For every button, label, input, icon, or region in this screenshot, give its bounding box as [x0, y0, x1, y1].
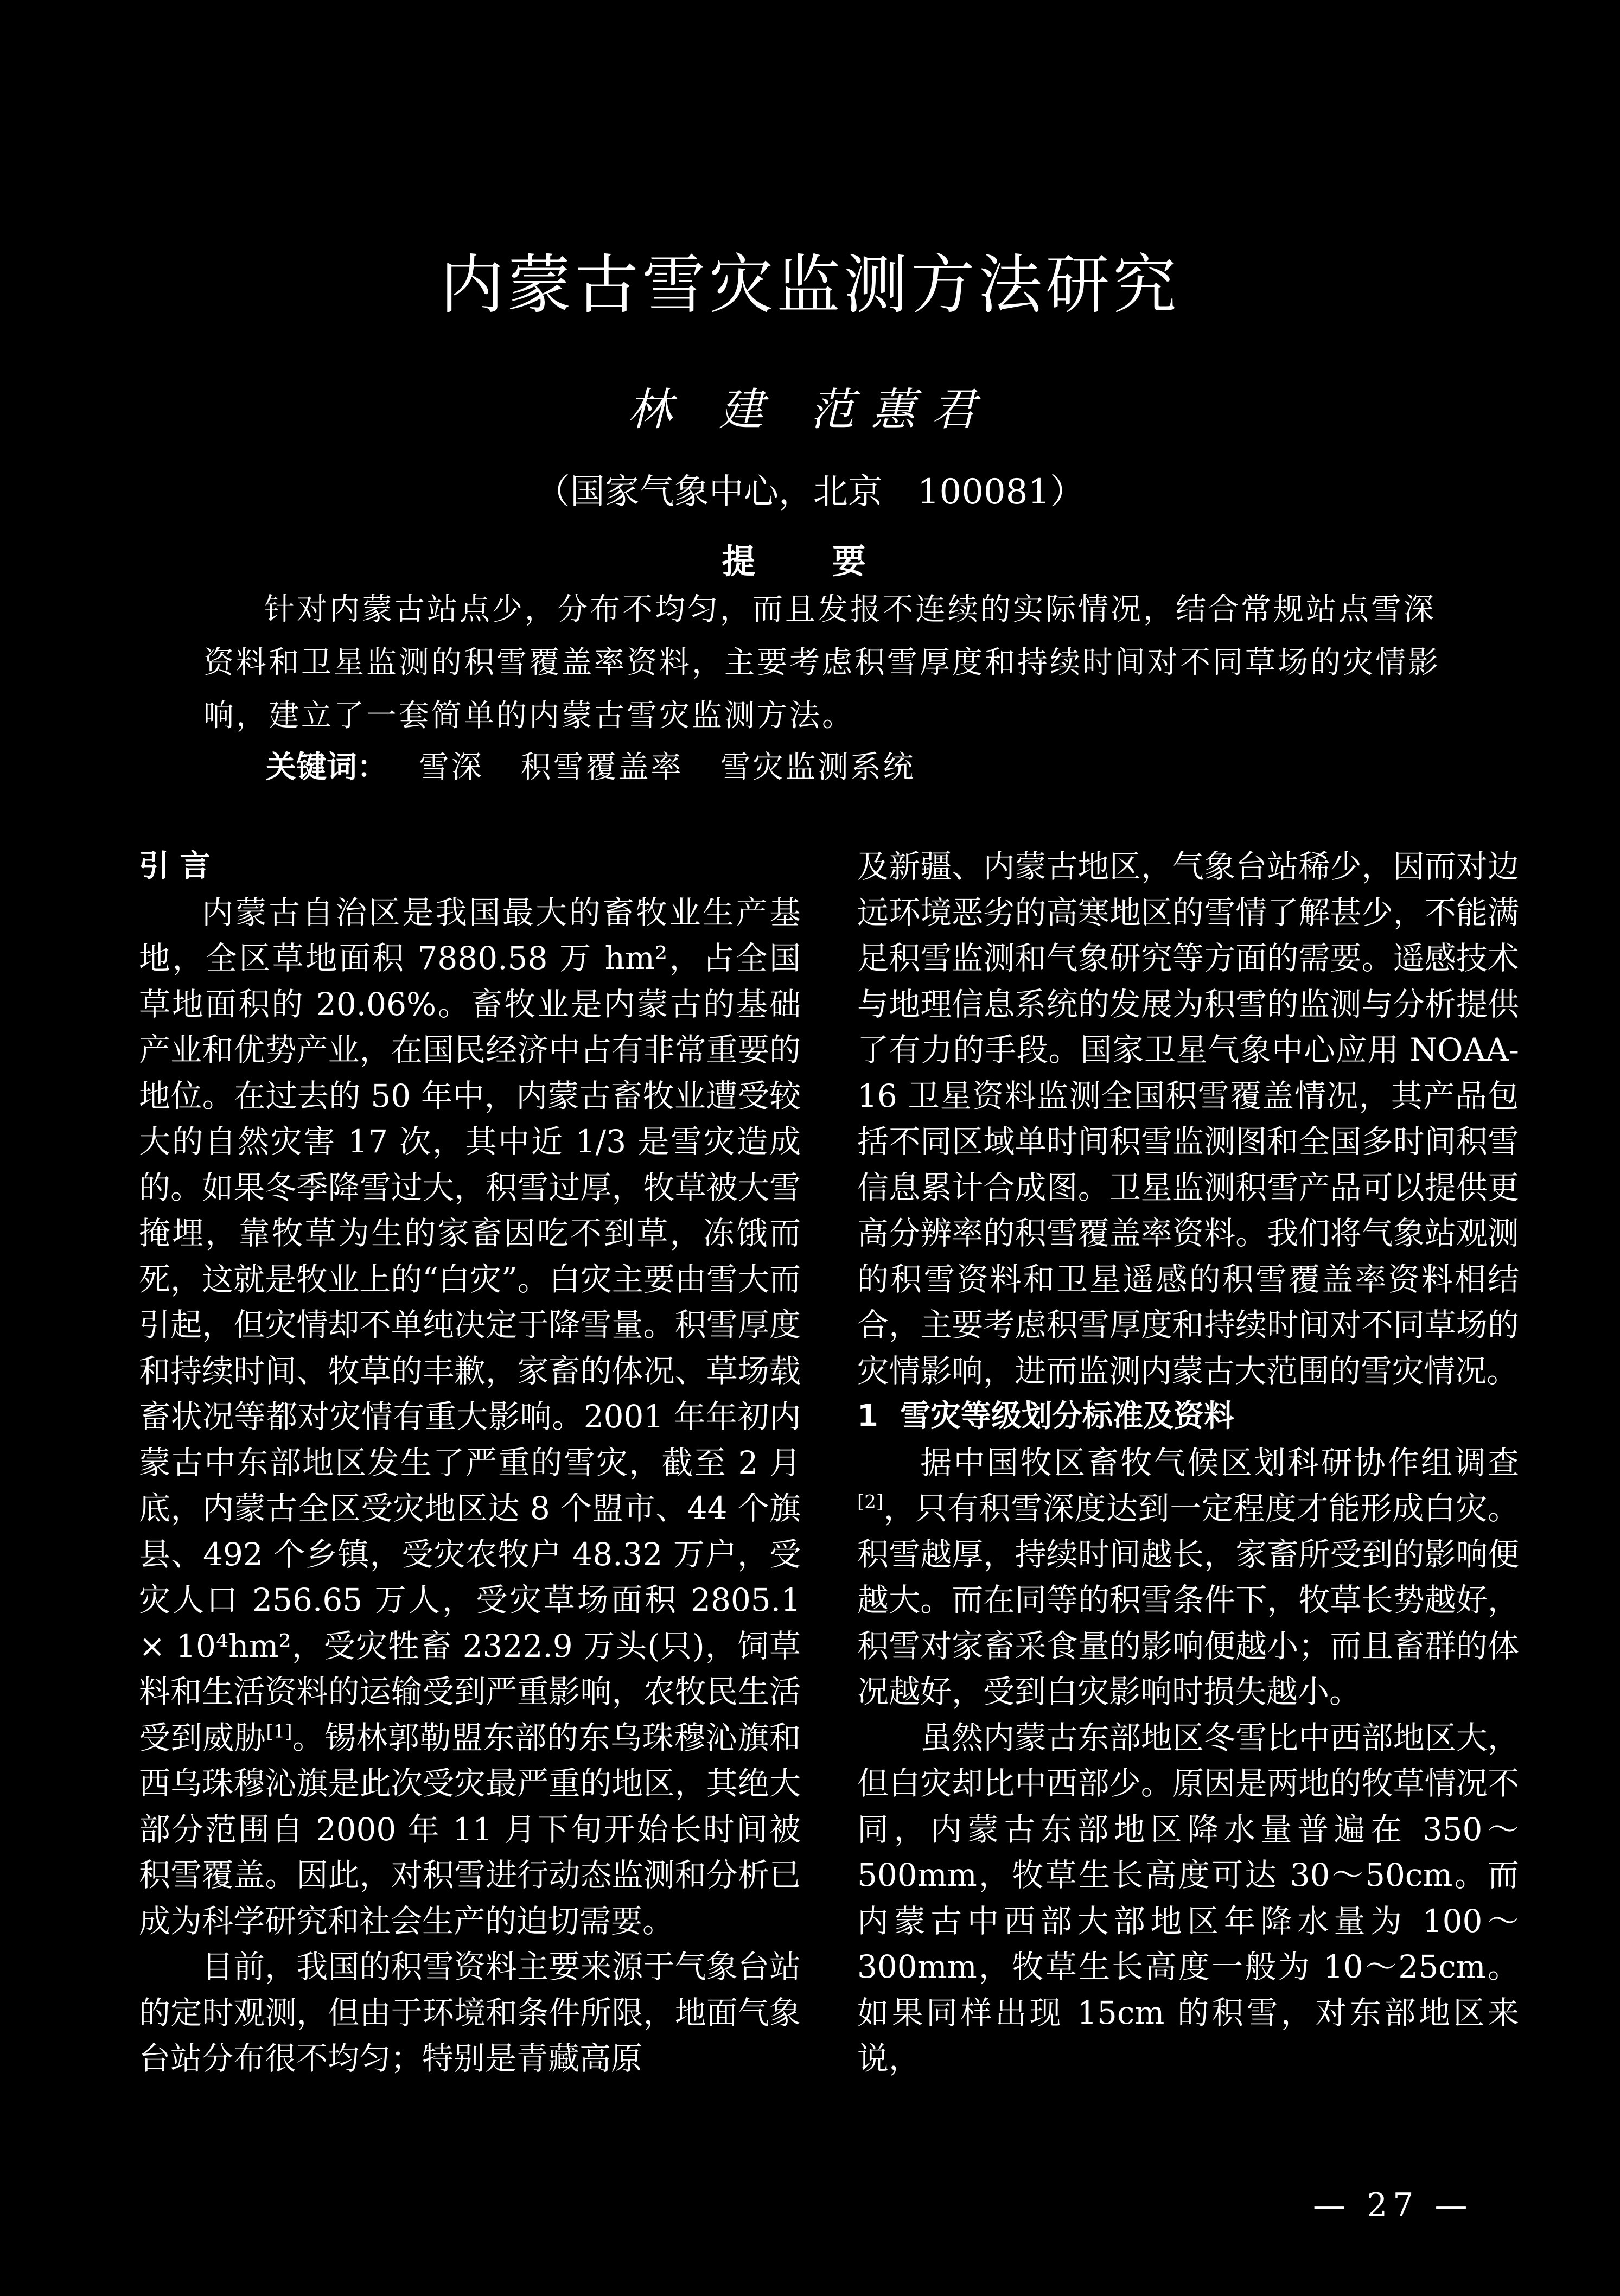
intro-paragraph-2: 目前，我国的积雪资料主要来源于气象台站的定时观测，但由于环境和条件所限，地面气象台站分布很不均匀；特别是青藏高原	[139, 1948, 801, 2077]
intro-heading: 引 言	[139, 849, 211, 884]
affiliation: （国家气象中心，北京 100081）	[535, 472, 1085, 512]
intro-paragraph-2-continued: 及新疆、内蒙古地区，气象台站稀少，因而对边远环境恶劣的高寒地区的雪情了解甚少，不能满足积雪监测和气象研究等方面的需要。遥感技术与地理信息系统的发展为积雪的监测与分析提供了有力的手段。国家卫星气象中心应用 NOAA-16 卫星资料监测全国积雪覆盖情况，其产品包括不同区域单时间积雪监测图和全国多时间积雪信息累计合成图。卫星监测积雪产品可以提供更高分辨率的积雪覆盖率资料。我们将气象站观测的积雪资料和卫星遥感的积雪覆盖率资料相结合，主要考虑积雪厚度和持续时间对不同草场的灾情影响，进而监测内蒙古大范围的雪灾情况。	[857, 848, 1519, 1389]
authors: 林 建 范蕙君	[627, 384, 993, 436]
citation-ref[interactable]: [2]	[857, 1491, 884, 1513]
abstract-text: 针对内蒙古站点少，分布不均匀，而且发报不连续的实际情况，结合常规站点雪深资料和卫星监测的积雪覆盖率资料，主要考虑积雪厚度和持续时间对不同草场的灾情影响，建立了一套简单的内蒙古雪灾监测方法。	[203, 592, 1440, 734]
keyword-item: 雪深	[418, 750, 484, 785]
citation-ref[interactable]: [1]	[266, 1720, 292, 1743]
page-number: — 27 —	[1313, 2186, 1473, 2224]
abstract-heading: 提 要	[722, 541, 898, 581]
keyword-item: 积雪覆盖率	[520, 750, 684, 785]
section-1-paragraph-1: 据中国牧区畜牧气候区划科研协作组调查[2]，只有积雪深度达到一定程度才能形成白灾。积雪越厚，持续时间越长，家畜所受到的影响便越大。而在同等的积雪条件下，牧草长势越好，积雪对家畜采食量的影响便越小；而且畜群的体况越好，受到白灾影响时损失越小。	[857, 1444, 1519, 1710]
paper-title: 内蒙古雪灾监测方法研究	[439, 247, 1180, 322]
right-column	[857, 844, 1519, 2082]
left-column	[139, 844, 801, 2082]
intro-paragraph-1: 内蒙古自治区是我国最大的畜牧业生产基地，全区草地面积 7880.58 万 hm²，占全国草地面积的 20.06%。畜牧业是内蒙古的基础产业和优势产业，在国民经济中占有非常重要的地位。在过去的 50 年中，内蒙古畜牧业遭受较大的自然灾害 17 次，其中近 1/3 是雪灾造成的。如果冬季降雪过大，积雪过厚，牧草被大雪掩埋，靠牧草为生的家畜因吃不到草，冻饿而死，这就是牧业上的“白灾”。白灾主要由雪大而引起，但灾情却不单纯决定于降雪量。积雪厚度和持续时间、牧草的丰歉，家畜的体况、草场载畜状况等都对灾情有重大影响。2001 年年初内蒙古中东部地区发生了严重的雪灾，截至 2 月底，内蒙古全区受灾地区达 8 个盟市、44 个旗县、492 个乡镇，受灾农牧户 48.32 万户，受灾人口 256.65 万人，受灾草场面积 2805.1 × 10⁴hm²，受灾牲畜 2322.9 万头(只)，饲草料和生活资料的运输受到严重影响，农牧民生活受到威胁[1]。锡林郭勒盟东部的东乌珠穆沁旗和西乌珠穆沁旗是此次受灾最严重的地区，其绝大部分范围自 2000 年 11 月下旬开始长时间被积雪覆盖。因此，对积雪进行动态监测和分析已成为科学研究和社会生产的迫切需要。	[139, 894, 801, 1940]
section-1-heading: 1 雪灾等级划分标准及资料	[857, 1399, 1234, 1434]
keyword-item: 雪灾监测系统	[720, 750, 916, 785]
keywords	[266, 743, 942, 787]
keywords-label: 关键词：	[266, 750, 387, 785]
section-1-paragraph-2: 虽然内蒙古东部地区冬雪比中西部地区大，但白灾却比中西部少。原因是两地的牧草情况不同，内蒙古东部地区降水量普遍在 350～500mm，牧草生长高度可达 30～50cm。而内蒙古中西部大部地区年降水量为 100～300mm，牧草生长高度一般为 10～25cm。如果同样出现 15cm 的积雪，对东部地区来说，	[857, 1719, 1519, 2077]
